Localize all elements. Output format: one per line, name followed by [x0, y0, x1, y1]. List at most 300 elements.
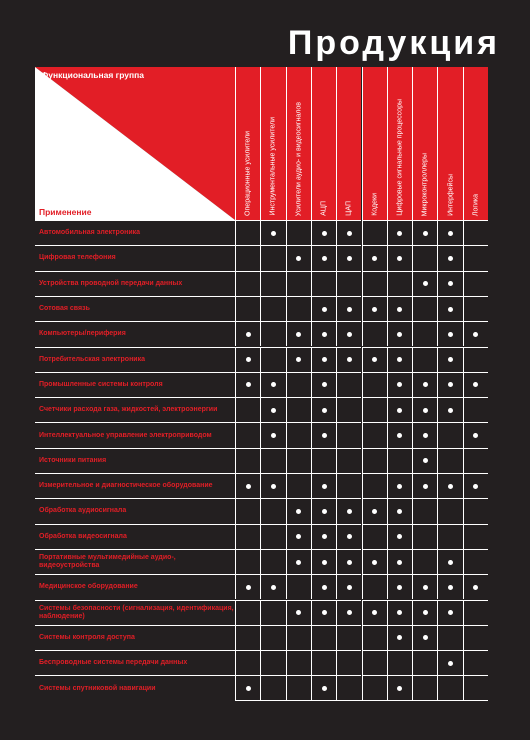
table-cell — [437, 650, 462, 675]
bullet-dot-icon — [397, 610, 402, 615]
bullet-dot-icon — [347, 256, 352, 261]
table-cell — [437, 245, 462, 270]
bullet-dot-icon — [296, 560, 301, 565]
table-cell — [362, 448, 387, 473]
table-cell — [286, 574, 311, 599]
bullet-dot-icon — [322, 433, 327, 438]
table-cell — [311, 321, 336, 346]
bullet-dot-icon — [423, 408, 428, 413]
table-cell — [336, 397, 361, 422]
bullet-dot-icon — [372, 560, 377, 565]
table-cell — [235, 675, 260, 700]
table-cell — [235, 271, 260, 296]
table-cell — [311, 448, 336, 473]
bullet-dot-icon — [347, 560, 352, 565]
table-cell — [260, 271, 285, 296]
table-cell — [260, 422, 285, 447]
table-cell — [387, 574, 412, 599]
table-cell — [235, 448, 260, 473]
table-row-label — [35, 600, 235, 625]
application-name: Компьютеры/периферия — [39, 330, 126, 338]
bullet-dot-icon — [397, 534, 402, 539]
table-cell — [362, 574, 387, 599]
bullet-dot-icon — [246, 484, 251, 489]
table-cell — [463, 600, 488, 625]
bullet-dot-icon — [397, 332, 402, 337]
table-row-label — [35, 574, 235, 599]
column-header-label: Интерфейсы — [447, 174, 455, 216]
table-cell — [412, 498, 437, 523]
table-cell — [387, 650, 412, 675]
bullet-dot-icon — [322, 256, 327, 261]
table-cell — [437, 271, 462, 296]
table-cell — [336, 650, 361, 675]
table-cell — [235, 524, 260, 549]
table-cell — [362, 675, 387, 700]
table-cell — [260, 600, 285, 625]
table-cell — [387, 600, 412, 625]
table-cell — [387, 296, 412, 321]
bullet-dot-icon — [448, 661, 453, 666]
table-cell — [286, 498, 311, 523]
table-row-label — [35, 296, 235, 321]
table-cell — [336, 524, 361, 549]
table-cell — [260, 473, 285, 498]
bullet-dot-icon — [397, 382, 402, 387]
table-cell — [387, 321, 412, 346]
column-header — [336, 67, 361, 220]
application-name: Цифровая телефония — [39, 254, 116, 262]
table-cell — [362, 296, 387, 321]
table-cell — [286, 600, 311, 625]
table-cell — [311, 271, 336, 296]
table-row-label — [35, 245, 235, 270]
table-cell — [235, 498, 260, 523]
table-cell — [362, 347, 387, 372]
table-cell — [412, 245, 437, 270]
application-name: Обработка видеосигнала — [39, 532, 127, 540]
bullet-dot-icon — [296, 357, 301, 362]
bullet-dot-icon — [448, 610, 453, 615]
table-cell — [336, 271, 361, 296]
table-cell — [437, 220, 462, 245]
table-cell — [286, 372, 311, 397]
table-cell — [387, 524, 412, 549]
bullet-dot-icon — [347, 585, 352, 590]
bullet-dot-icon — [448, 256, 453, 261]
table-cell — [463, 448, 488, 473]
bullet-dot-icon — [322, 332, 327, 337]
table-cell — [463, 574, 488, 599]
table-cell — [311, 397, 336, 422]
table-cell — [412, 600, 437, 625]
table-cell — [336, 600, 361, 625]
table-cell — [463, 498, 488, 523]
bullet-dot-icon — [347, 307, 352, 312]
table-cell — [311, 574, 336, 599]
application-name: Системы спутниковой навигации — [39, 684, 156, 692]
column-header — [412, 67, 437, 220]
column-header-label: Усилители аудио- и видеосигналов — [295, 101, 303, 216]
bullet-dot-icon — [296, 534, 301, 539]
table-cell — [412, 220, 437, 245]
application-name: Устройства проводной передачи данных — [39, 279, 183, 287]
table-row-label — [35, 397, 235, 422]
table-cell — [235, 650, 260, 675]
table-cell — [235, 347, 260, 372]
table-cell — [412, 448, 437, 473]
table-cell — [235, 422, 260, 447]
table-cell — [387, 473, 412, 498]
table-cell — [336, 498, 361, 523]
table-cell — [286, 422, 311, 447]
table-cell — [311, 422, 336, 447]
bullet-dot-icon — [271, 382, 276, 387]
column-header — [260, 67, 285, 220]
application-name: Счетчики расхода газа, жидкостей, электроэнергии — [39, 406, 218, 414]
bullet-dot-icon — [448, 281, 453, 286]
bullet-dot-icon — [397, 686, 402, 691]
table-cell — [463, 397, 488, 422]
functional-group-label: Функциональная группа — [41, 70, 145, 80]
table-cell — [235, 372, 260, 397]
table-cell — [362, 524, 387, 549]
table-cell — [437, 397, 462, 422]
table-cell — [387, 675, 412, 700]
table-cell — [463, 321, 488, 346]
table-cell — [412, 397, 437, 422]
bullet-dot-icon — [397, 509, 402, 514]
table-cell — [311, 549, 336, 574]
table-cell — [437, 347, 462, 372]
column-header-label: ЦАП — [345, 201, 353, 216]
table-cell — [260, 498, 285, 523]
table-cell — [336, 448, 361, 473]
table-cell — [336, 625, 361, 650]
table-row-label — [35, 372, 235, 397]
bullet-dot-icon — [347, 357, 352, 362]
table-cell — [311, 347, 336, 372]
bullet-dot-icon — [322, 484, 327, 489]
table-cell — [235, 574, 260, 599]
bullet-dot-icon — [296, 256, 301, 261]
table-cell — [260, 397, 285, 422]
bullet-dot-icon — [423, 610, 428, 615]
bullet-dot-icon — [448, 332, 453, 337]
table-cell — [311, 600, 336, 625]
bullet-dot-icon — [397, 635, 402, 640]
bullet-dot-icon — [347, 509, 352, 514]
table-cell — [336, 549, 361, 574]
table-cell — [311, 296, 336, 321]
bullet-dot-icon — [322, 560, 327, 565]
table-cell — [235, 397, 260, 422]
bullet-dot-icon — [322, 585, 327, 590]
table-cell — [286, 549, 311, 574]
table-cell — [336, 220, 361, 245]
table-cell — [463, 650, 488, 675]
table-row-label — [35, 422, 235, 447]
table-row-label — [35, 271, 235, 296]
table-cell — [235, 549, 260, 574]
table-cell — [412, 549, 437, 574]
table-cell — [412, 347, 437, 372]
bullet-dot-icon — [473, 332, 478, 337]
table-cell — [437, 549, 462, 574]
table-row-label — [35, 498, 235, 523]
table-cell — [286, 271, 311, 296]
application-name: Системы безопасности (сигнализация, идентификация, наблюдение) — [39, 604, 234, 620]
table-cell — [463, 473, 488, 498]
table-row-label — [35, 524, 235, 549]
table-row-label — [35, 347, 235, 372]
table-cell — [260, 650, 285, 675]
table-cell — [387, 498, 412, 523]
bullet-dot-icon — [322, 307, 327, 312]
table-row-label — [35, 321, 235, 346]
bullet-dot-icon — [397, 560, 402, 565]
bullet-dot-icon — [296, 332, 301, 337]
table-cell — [362, 422, 387, 447]
column-header — [437, 67, 462, 220]
table-row-label — [35, 448, 235, 473]
table-cell — [336, 347, 361, 372]
bullet-dot-icon — [296, 509, 301, 514]
table-cell — [362, 625, 387, 650]
table-cell — [362, 600, 387, 625]
table-cell — [362, 650, 387, 675]
bullet-dot-icon — [347, 610, 352, 615]
application-name: Портативные мультимедийные аудио-, видеоустройства — [39, 554, 176, 570]
table-cell — [437, 296, 462, 321]
bullet-dot-icon — [397, 408, 402, 413]
application-name: Автомобильная электроника — [39, 229, 141, 237]
bullet-dot-icon — [448, 357, 453, 362]
table-cell — [235, 296, 260, 321]
table-cell — [387, 372, 412, 397]
table-cell — [336, 422, 361, 447]
table-cell — [286, 448, 311, 473]
table-cell — [463, 296, 488, 321]
bullet-dot-icon — [322, 686, 327, 691]
table-cell — [311, 498, 336, 523]
application-name: Промышленные системы контроля — [39, 380, 163, 388]
table-cell — [437, 498, 462, 523]
table-cell — [311, 675, 336, 700]
table-cell — [336, 296, 361, 321]
column-header-label: Инструментальные усилители — [269, 117, 277, 216]
table-cell — [311, 625, 336, 650]
table-cell — [235, 625, 260, 650]
table-cell — [362, 271, 387, 296]
table-cell — [235, 220, 260, 245]
bullet-dot-icon — [246, 686, 251, 691]
table-cell — [286, 625, 311, 650]
bullet-dot-icon — [448, 382, 453, 387]
bullet-dot-icon — [397, 433, 402, 438]
table-cell — [463, 245, 488, 270]
table-cell — [437, 372, 462, 397]
table-cell — [412, 675, 437, 700]
table-cell — [286, 675, 311, 700]
table-cell — [286, 347, 311, 372]
table-cell — [463, 675, 488, 700]
bullet-dot-icon — [372, 357, 377, 362]
column-header — [387, 67, 412, 220]
table-cell — [437, 422, 462, 447]
table-cell — [437, 448, 462, 473]
bullet-dot-icon — [448, 231, 453, 236]
bullet-dot-icon — [397, 585, 402, 590]
table-cell — [437, 574, 462, 599]
table-cell — [437, 600, 462, 625]
table-cell — [260, 296, 285, 321]
table-cell — [260, 574, 285, 599]
bullet-dot-icon — [322, 231, 327, 236]
table-cell — [336, 574, 361, 599]
table-cell — [235, 245, 260, 270]
bullet-dot-icon — [448, 560, 453, 565]
table-cell — [286, 296, 311, 321]
column-header — [463, 67, 488, 220]
table-row-label — [35, 675, 235, 700]
bullet-dot-icon — [271, 484, 276, 489]
table-cell — [463, 625, 488, 650]
table-row-label — [35, 473, 235, 498]
bullet-dot-icon — [423, 484, 428, 489]
table-cell — [387, 549, 412, 574]
bullet-dot-icon — [397, 484, 402, 489]
bullet-dot-icon — [473, 484, 478, 489]
application-name: Сотовая связь — [39, 305, 90, 313]
table-cell — [286, 650, 311, 675]
table-cell — [437, 625, 462, 650]
table-cell — [412, 524, 437, 549]
column-header-label: Цифровые сигнальные процессоры — [396, 99, 404, 216]
column-header-label: Кодеки — [371, 193, 379, 216]
column-header — [235, 67, 260, 220]
bullet-dot-icon — [271, 408, 276, 413]
bullet-dot-icon — [372, 610, 377, 615]
bullet-dot-icon — [423, 231, 428, 236]
table-cell — [463, 549, 488, 574]
table-cell — [336, 245, 361, 270]
table-cell — [362, 498, 387, 523]
bullet-dot-icon — [271, 433, 276, 438]
bullet-dot-icon — [423, 458, 428, 463]
table-cell — [260, 220, 285, 245]
table-cell — [311, 372, 336, 397]
table-cell — [412, 650, 437, 675]
table-cell — [387, 245, 412, 270]
table-cell — [311, 245, 336, 270]
bullet-dot-icon — [322, 534, 327, 539]
table-cell — [437, 473, 462, 498]
table-cell — [260, 245, 285, 270]
table-cell — [311, 650, 336, 675]
table-cell — [260, 372, 285, 397]
bullet-dot-icon — [423, 433, 428, 438]
bullet-dot-icon — [246, 382, 251, 387]
bullet-dot-icon — [448, 307, 453, 312]
bullet-dot-icon — [423, 585, 428, 590]
table-row-label — [35, 625, 235, 650]
table-cell — [387, 397, 412, 422]
bullet-dot-icon — [372, 509, 377, 514]
table-cell — [463, 524, 488, 549]
table-cell — [362, 372, 387, 397]
table-cell — [412, 574, 437, 599]
table-cell — [336, 321, 361, 346]
bullet-dot-icon — [448, 585, 453, 590]
bullet-dot-icon — [322, 382, 327, 387]
column-header-label: Логика — [472, 193, 480, 216]
table-cell — [412, 473, 437, 498]
table-cell — [260, 347, 285, 372]
table-cell — [260, 321, 285, 346]
table-cell — [235, 473, 260, 498]
table-cell — [362, 321, 387, 346]
bullet-dot-icon — [246, 585, 251, 590]
application-name: Системы контроля доступа — [39, 633, 135, 641]
table-cell — [260, 675, 285, 700]
corner-diagonal-shape — [35, 67, 235, 220]
table-cell — [387, 347, 412, 372]
bullet-dot-icon — [448, 484, 453, 489]
table-cell — [387, 422, 412, 447]
application-name: Беспроводные системы передачи данных — [39, 659, 188, 667]
table-cell — [336, 675, 361, 700]
bullet-dot-icon — [246, 332, 251, 337]
bullet-dot-icon — [347, 534, 352, 539]
table-cell — [437, 321, 462, 346]
table-cell — [260, 625, 285, 650]
bullet-dot-icon — [322, 509, 327, 514]
bullet-dot-icon — [347, 332, 352, 337]
table-cell — [286, 397, 311, 422]
table-cell — [311, 524, 336, 549]
bullet-dot-icon — [372, 307, 377, 312]
bullet-dot-icon — [322, 610, 327, 615]
bullet-dot-icon — [271, 231, 276, 236]
table-cell — [412, 372, 437, 397]
table-cell — [412, 422, 437, 447]
bullet-dot-icon — [473, 585, 478, 590]
bullet-dot-icon — [423, 382, 428, 387]
column-header-label: Операционные усилители — [244, 131, 252, 216]
application-name: Потребительская электроника — [39, 355, 146, 363]
table-cell — [463, 372, 488, 397]
table-row-label — [35, 650, 235, 675]
table-cell — [412, 271, 437, 296]
table-cell — [412, 625, 437, 650]
bullet-dot-icon — [296, 610, 301, 615]
column-header — [286, 67, 311, 220]
bullet-dot-icon — [397, 307, 402, 312]
bullet-dot-icon — [246, 357, 251, 362]
bullet-dot-icon — [423, 281, 428, 286]
table-cell — [286, 220, 311, 245]
table-cell — [362, 220, 387, 245]
bullet-dot-icon — [397, 357, 402, 362]
table-cell — [362, 549, 387, 574]
table-cell — [336, 473, 361, 498]
table-cell — [311, 220, 336, 245]
table-cell — [362, 245, 387, 270]
table-row-label — [35, 220, 235, 245]
table-cell — [362, 473, 387, 498]
application-name: Медицинское оборудование — [39, 583, 138, 591]
